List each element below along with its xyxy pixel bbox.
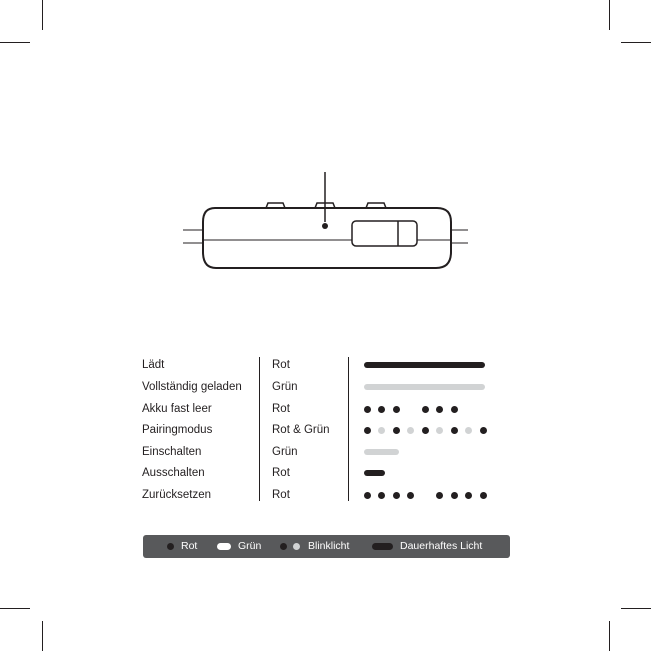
blink-dot [451,427,458,434]
legend-red-label: Rot [181,540,198,552]
table-row [0,445,651,465]
color-label: Rot [272,403,290,415]
legend-bar [143,535,510,558]
mode-label: Pairingmodus [142,424,213,436]
blink-dot [364,492,371,499]
legend-steady-pill [372,543,393,550]
color-label: Grün [272,381,298,393]
led-pattern [364,488,494,502]
blink-dot [407,427,414,434]
legend-green-label: Grün [238,540,262,552]
blink-dot [465,492,472,499]
color-label: Rot [272,489,290,501]
blink-dot [378,406,385,413]
steady-light-bar [364,449,399,455]
mode-label: Akku fast leer [142,403,212,415]
blink-dot [451,406,458,413]
steady-light-bar [364,470,385,476]
table-row [0,402,651,422]
led-pattern [364,445,494,459]
mode-label: Einschalten [142,446,202,458]
steady-light-bar [364,362,485,368]
blink-dot [378,427,385,434]
blink-dot [407,492,414,499]
legend-green-pill [217,543,231,550]
legend-blink-label: Blinklicht [308,540,350,552]
legend-blink-dot-green [293,543,300,550]
mode-label: Vollständig geladen [142,381,242,393]
color-label: Grün [272,446,298,458]
legend-red-dot [167,543,174,550]
led-pattern [364,423,494,437]
blink-dot [422,406,429,413]
led-pattern [364,402,494,416]
blink-dot [480,427,487,434]
led-pattern [364,358,494,372]
blink-dot [393,406,400,413]
blink-dot [378,492,385,499]
blink-dot [436,492,443,499]
color-label: Rot [272,359,290,371]
blink-dot [393,427,400,434]
legend-steady-label: Dauerhaftes Licht [400,540,483,552]
color-label: Rot & Grün [272,424,330,436]
blink-dot [451,492,458,499]
mode-label: Lädt [142,359,165,371]
blink-dot [393,492,400,499]
legend-blink-dot-red [280,543,287,550]
blink-dot [436,427,443,434]
blink-dot [480,492,487,499]
color-label: Rot [272,467,290,479]
table-row [0,488,651,508]
steady-light-bar [364,384,485,390]
mode-label: Ausschalten [142,467,205,479]
led-pattern [364,380,494,394]
led-pattern [364,466,494,480]
blink-dot [436,406,443,413]
blink-dot [364,406,371,413]
table-row [0,466,651,486]
blink-dot [364,427,371,434]
blink-dot [465,427,472,434]
blink-dot [422,427,429,434]
table-row [0,358,651,378]
mode-label: Zurücksetzen [142,489,212,501]
table-row [0,423,651,443]
table-row [0,380,651,400]
